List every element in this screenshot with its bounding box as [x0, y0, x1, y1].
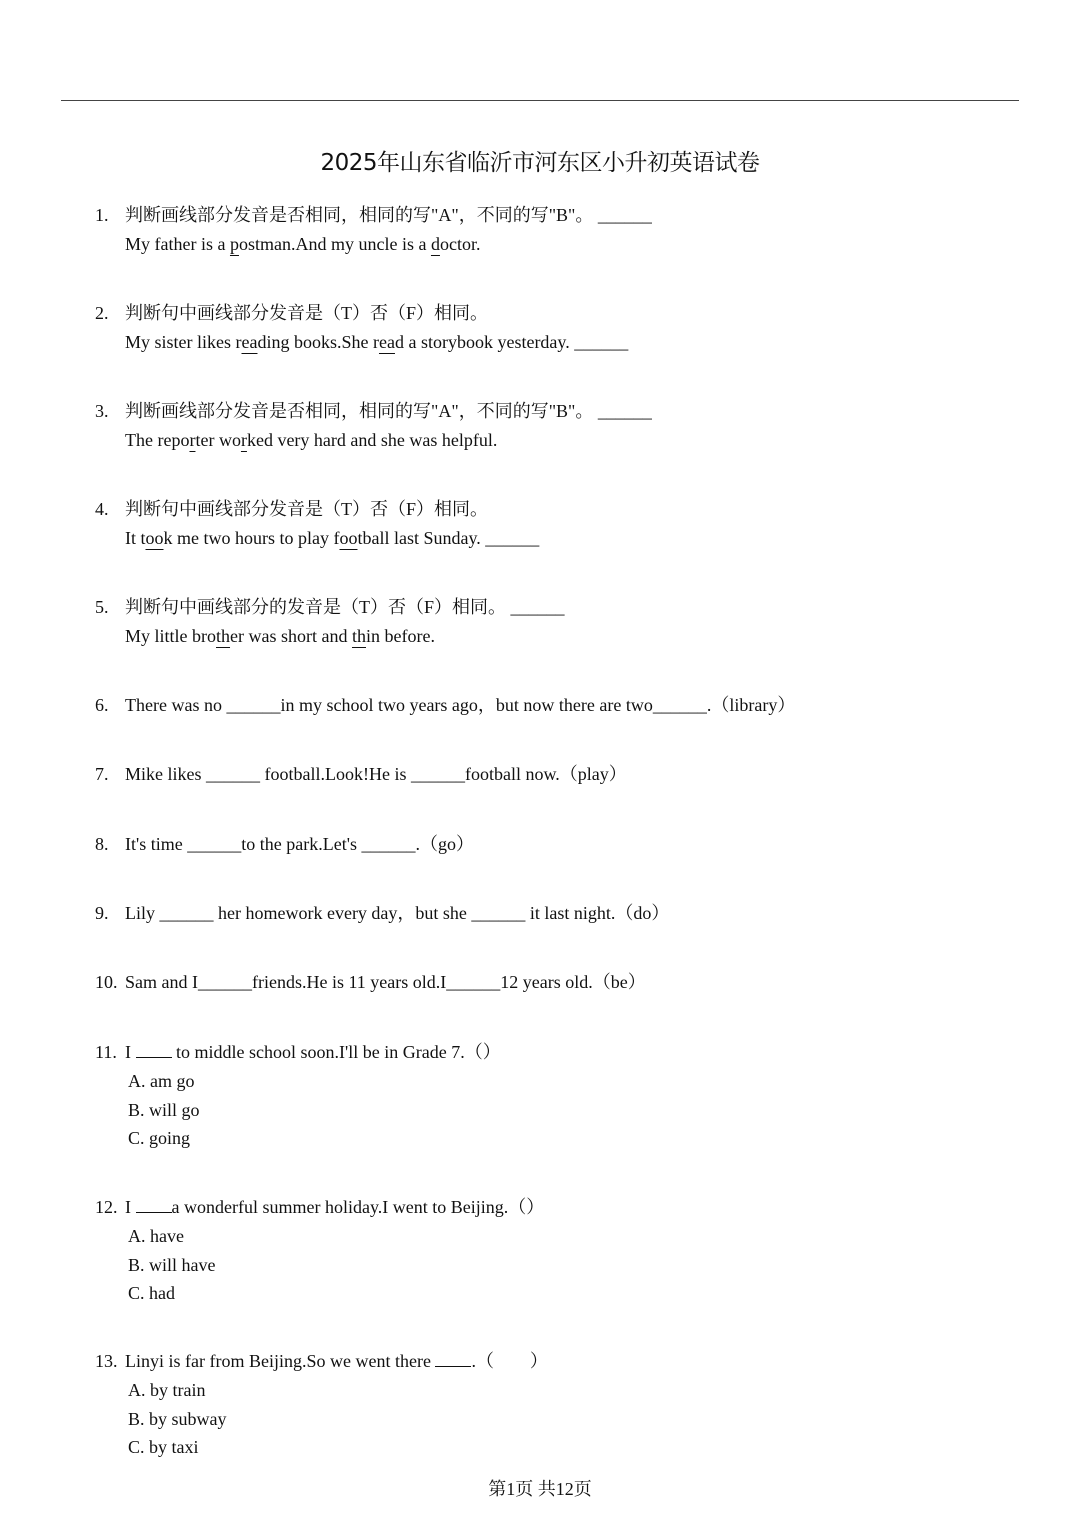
- question-number: 4.: [95, 499, 109, 519]
- question-12: [95, 1193, 544, 1308]
- underlined-part: d: [430, 234, 440, 254]
- underlined-part: ea: [241, 332, 258, 352]
- question-number: 11.: [95, 1042, 117, 1062]
- question-text: Linyi is far from Beijing.So we went there .（ ）: [125, 1347, 548, 1376]
- question-number: 7.: [95, 764, 109, 784]
- question-text: I a wonderful summer holiday.I went to Beijing.（）: [125, 1193, 544, 1222]
- question-3: [95, 397, 652, 455]
- option-a: A. am go: [128, 1071, 195, 1091]
- question-sentence: My little brother was short and thin before.: [125, 626, 435, 646]
- underlined-part: oo: [145, 528, 164, 548]
- option-b: B. will go: [128, 1099, 200, 1120]
- question-number: 12.: [95, 1197, 118, 1217]
- question-number: 8.: [95, 834, 109, 854]
- question-number: 2.: [95, 303, 109, 323]
- question-2: [95, 299, 628, 357]
- question-8: [95, 830, 474, 859]
- question-11: [95, 1038, 501, 1153]
- question-10: [95, 968, 646, 997]
- question-sentence: My father is a postman.And my uncle is a doctor.: [125, 234, 481, 254]
- question-13: [95, 1347, 548, 1462]
- question-7: [95, 760, 627, 789]
- question-5: [95, 593, 565, 651]
- question-number: 3.: [95, 401, 109, 421]
- option-c: C. had: [128, 1283, 175, 1303]
- option-a: A. by train: [128, 1380, 206, 1400]
- option-b: B. will have: [128, 1254, 216, 1275]
- question-text: Mike likes ______ football.Look!He is ______football now.（play）: [125, 764, 627, 784]
- question-number: 6.: [95, 695, 109, 715]
- underlined-part: r: [240, 430, 247, 450]
- question-sentence: The reporter worked very hard and she was helpful.: [125, 430, 498, 450]
- question-text: There was no ______in my school two years ago，but now there are two______.（library）: [125, 695, 796, 715]
- question-number: 10.: [95, 972, 118, 992]
- question-instruction: 判断句中画线部分发音是（T）否（F）相同。: [125, 303, 489, 323]
- question-text: It's time ______to the park.Let's ______.（go）: [125, 834, 474, 854]
- question-text: Sam and I______friends.He is 11 years old.I______12 years old.（be）: [125, 972, 646, 992]
- underlined-part: oo: [339, 528, 358, 548]
- question-1: [95, 201, 652, 259]
- question-text: I to middle school soon.I'll be in Grade 7.（）: [125, 1038, 501, 1067]
- option-a: A. have: [128, 1226, 184, 1246]
- question-9: [95, 899, 669, 928]
- page-footer: 第1页 共12页: [488, 1479, 592, 1499]
- underlined-part: th: [216, 626, 231, 646]
- answer-blank: [136, 1194, 172, 1213]
- underlined-part: r: [189, 430, 196, 450]
- question-4: [95, 495, 539, 553]
- underlined-part: ea: [378, 332, 395, 352]
- question-number: 5.: [95, 597, 109, 617]
- option-c: C. going: [128, 1128, 191, 1148]
- option-b: B. by subway: [128, 1408, 227, 1429]
- underlined-part: p: [229, 234, 239, 254]
- question-number: 1.: [95, 205, 109, 225]
- question-instruction: 判断画线部分发音是否相同，相同的写"A"，不同的写"B"。 ______: [125, 401, 652, 421]
- question-text: Lily ______ her homework every day，but she ______ it last night.（do）: [125, 903, 670, 923]
- question-6: [95, 691, 795, 720]
- option-c: C. by taxi: [128, 1437, 199, 1457]
- question-sentence: My sister likes reading books.She read a storybook yesterday. ______: [125, 332, 629, 352]
- underlined-part: th: [351, 626, 366, 646]
- question-instruction: 判断画线部分发音是否相同，相同的写"A"，不同的写"B"。 ______: [125, 205, 652, 225]
- answer-blank: [435, 1348, 471, 1367]
- question-sentence: It took me two hours to play football last Sunday. ______: [125, 528, 540, 548]
- question-number: 13.: [95, 1351, 118, 1371]
- question-number: 9.: [95, 903, 109, 923]
- question-instruction: 判断句中画线部分的发音是（T）否（F）相同。 ______: [125, 597, 565, 617]
- header-rule: [61, 100, 1019, 101]
- question-instruction: 判断句中画线部分发音是（T）否（F）相同。: [125, 499, 489, 519]
- answer-blank: [136, 1039, 172, 1058]
- page-title: 2025年山东省临沂市河东区小升初英语试卷: [320, 150, 760, 176]
